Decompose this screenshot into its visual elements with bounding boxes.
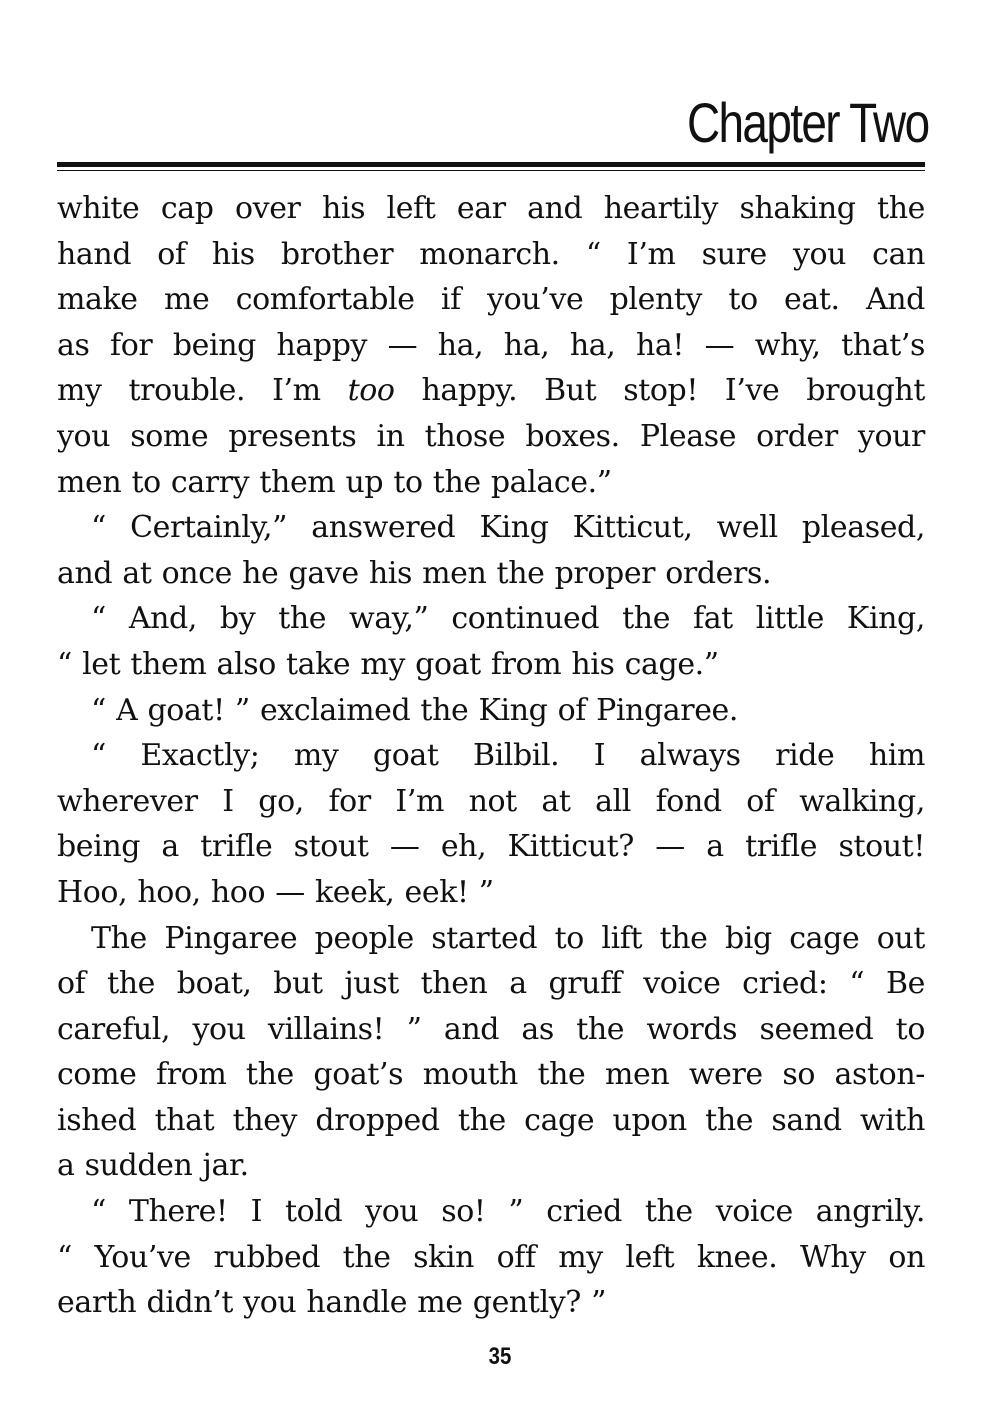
text-line: hand of his brother monarch. “ I’m sure you can xyxy=(57,236,925,272)
text-line: and at once he gave his men the proper orders. xyxy=(57,555,772,591)
text-line: The Pingaree people started to lift the big cage out xyxy=(91,920,925,956)
chapter-title: Chapter Two xyxy=(686,91,928,154)
text-line: white cap over his left ear and heartily shaking the xyxy=(57,191,925,226)
text-line: “ let them also take my goat from his cage.” xyxy=(57,646,719,682)
text-segment: my trouble. I’m xyxy=(57,373,348,409)
text-line: you some presents in those boxes. Please order your xyxy=(57,418,925,454)
text-line: ished that they dropped the cage upon the sand with xyxy=(57,1102,925,1138)
text-line: being a trifle stout — eh, Kitticut? — a trifle stout! xyxy=(57,829,925,865)
text-line: careful, you villains! ” and as the words seemed to xyxy=(57,1011,925,1047)
text-line: come from the goat’s mouth the men were so aston- xyxy=(57,1057,925,1093)
text-line: make me comfortable if you’ve plenty to eat. And xyxy=(57,282,925,318)
text-line: Hoo, hoo, hoo — keek, eek! ” xyxy=(57,874,494,910)
text-line: “ Certainly,” answered King Kitticut, well pleased, xyxy=(91,510,925,546)
text-line: “ There! I told you so! ” cried the voice angrily. xyxy=(91,1194,925,1230)
header-rule-thin xyxy=(57,170,925,171)
text-line: a sudden jar. xyxy=(57,1148,249,1184)
text-line xyxy=(57,368,925,414)
emphasis: too xyxy=(347,373,395,409)
text-line: as for being happy — ha, ha, ha, ha! — why, that’s xyxy=(57,327,925,363)
text-line: “ And, by the way,” continued the fat little King, xyxy=(91,601,925,637)
page-number: 35 xyxy=(488,1343,512,1370)
text-line: men to carry them up to the palace.” xyxy=(57,464,612,500)
body-text xyxy=(57,186,925,1326)
text-line: earth didn’t you handle me gently? ” xyxy=(57,1285,607,1321)
text-line: of the boat, but just then a gruff voice cried: “ Be xyxy=(57,966,925,1002)
text-line: “ Exactly; my goat Bilbil. I always ride him xyxy=(91,738,925,774)
header-rule-thick xyxy=(57,162,925,167)
text-segment: happy. But stop! I’ve brought xyxy=(394,373,926,409)
text-line: wherever I go, for I’m not at all fond of walking, xyxy=(57,783,925,819)
text-line: “ You’ve rubbed the skin off my left knee. Why on xyxy=(57,1239,925,1275)
text-line: “ A goat! ” exclaimed the King of Pingaree. xyxy=(91,692,739,728)
